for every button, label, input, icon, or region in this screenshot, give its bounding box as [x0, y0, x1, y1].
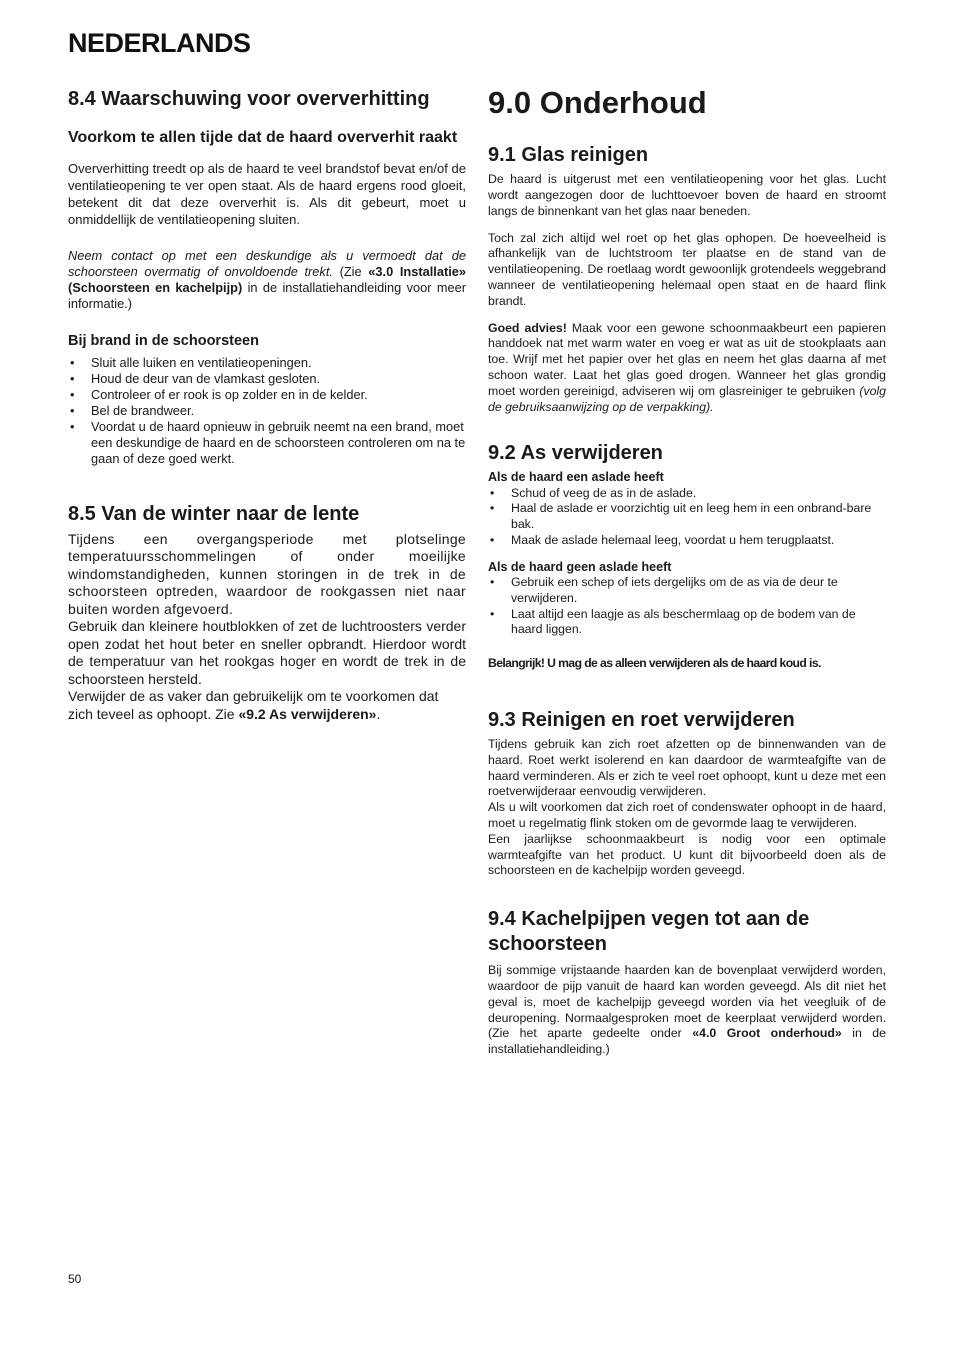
fire-heading: Bij brand in de schoorsteen: [68, 333, 259, 349]
text: Verwijder de as vaker dan gebruikelijk om te voorkomen dat zich teveel as ophoopt. Zie: [68, 688, 439, 722]
text: .: [376, 705, 381, 722]
page-number: 50: [68, 1272, 82, 1286]
section-9-2: [488, 441, 886, 672]
text: (Zie: [332, 264, 369, 279]
section-heading: 8.5 Van de winter naar de lente: [68, 502, 360, 525]
section-heading: 9.3 Reinigen en roet verwijderen: [488, 709, 795, 732]
list-item: • Gebruik een schep of iets dergelijks om de as via de deur te verwijderen.: [488, 575, 886, 607]
important-note: Belangrijk! U mag de as alleen verwijderen als de haard koud is.: [488, 656, 821, 671]
main-heading: 9.0 Onderhoud: [488, 85, 707, 120]
list-item: • Maak de aslade helemaal leeg, voordat u hem terugplaatst.: [488, 533, 886, 549]
section-subheading: Voorkom te allen tijde dat de haard oververhit raakt: [68, 129, 458, 146]
left-column: [68, 84, 466, 723]
paragraph: Oververhitting treedt op als de haard te veel brandstof bevat en/of de ventilatieopening te ver open staat. Als de haard ergens rood gloeit, betekent dit dat deze oververhit is. Als dit gebeurt, moet u onmiddellijk de ventilatieopening sluiten.: [68, 161, 466, 227]
language-header: NEDERLANDS: [68, 28, 251, 58]
section-heading: 8.4 Waarschuwing voor oververhitting: [68, 88, 430, 110]
paragraph-contact: [68, 248, 466, 312]
paragraph: De haard is uitgerust met een ventilatieopening voor het glas. Lucht wordt aangezogen door de luchttoevoer boven de haard en stroomt langs de binnenkant van het glas naar beneden.: [488, 172, 886, 218]
paragraph: Tijdens een overgangsperiode met plotselinge temperatuursschommelingen of onder moeilijke windomstandigheden, kunnen storingen in de trek in de schoorsteen optreden, waardoor de rookgassen niet naar buiten worden afgevoerd.: [68, 530, 466, 617]
section-9-4: [488, 907, 886, 1058]
paragraph: Een jaarlijkse schoonmaakbeurt is nodig voor een optimale warmteafgifte van het product. U kunt dit bijvoorbeeld doen als de schoorsteen en de kachelpijp worden geveegd.: [488, 831, 886, 878]
section-9-3: [488, 708, 886, 879]
paragraph: Gebruik dan kleinere houtblokken of zet de luchtroosters verder open zodat het hout beter en sneller opbrandt. Hierdoor wordt de temperatuur van het rookgas hoger en wordt de trek in de schoorsteen hersteld.: [68, 618, 466, 687]
list-item: • Bel de brandweer.: [68, 403, 466, 419]
paragraph: [488, 963, 886, 1058]
reference-link: «9.2 As verwijderen»: [238, 705, 377, 722]
section-8-4: [68, 87, 466, 467]
text: Maak voor een gewone schoonmaakbeurt een papieren handdoek nat met warm water en voeg er wat as uit de stookplaats aan toe. Wrijf met het papier over het glas en neem het glas daarna af met schoon water. Laat het glas goed drogen. Wanneer het glas grondig moet worden gereinigd, adviseren wij om glasreiniger te gebruiken: [488, 320, 886, 398]
italic-text: (volg de gebruiksaanwijzing op de verpakking).: [488, 383, 886, 414]
list-item: • Schud of veeg de as in de aslade.: [488, 486, 886, 502]
section-heading: 9.1 Glas reinigen: [488, 144, 649, 167]
advice-label: Goed advies!: [488, 320, 567, 335]
paragraph: Tijdens gebruik kan zich roet afzetten op de binnenwanden van de haard. Roet werkt isolerend en kan daardoor de warmteafgifte van de haard verminderen. Als er zich te veel roet ophoopt, kunt u deze met een roetverwijderaar eenvoudig verwijderen.: [488, 737, 886, 799]
text: in de installatiehandleiding voor meer informatie.): [68, 280, 466, 311]
reference-link: «3.0 Installatie» (Schoorsteen en kachelpijp): [68, 264, 467, 295]
ash-list-with-drawer: [488, 486, 886, 549]
paragraph-advice: [488, 321, 886, 416]
subheading: Als de haard geen aslade heeft: [488, 559, 672, 574]
reference-link: «4.0 Groot onderhoud»: [692, 1026, 842, 1041]
fire-list: [68, 355, 466, 467]
list-item: • Houd de deur van de vlamkast gesloten.: [68, 371, 466, 387]
section-9-1: [488, 143, 886, 415]
paragraph: Toch zal zich altijd wel roet op het glas ophopen. De hoeveelheid is afhankelijk van de luchtstroom ter plaatse en de stand van de ventilatieopening. De roetlaag wordt gewoonlijk grotendeels weggebrand wanneer de ventilatieopening helemaal open staat en de haard flink brandt.: [488, 230, 886, 308]
paragraph: Als u wilt voorkomen dat zich roet of condenswater ophoopt in de haard, moet u regelmatig flink stoken om de gevormde laag te verwijderen.: [488, 800, 886, 830]
list-item: • Laat altijd een laagje as als beschermlaag op de bodem van de haard liggen.: [488, 607, 886, 639]
list-item: • Sluit alle luiken en ventilatieopeningen.: [68, 355, 466, 371]
list-item: • Controleer of er rook is op zolder en in de kelder.: [68, 387, 466, 403]
list-item: • Voordat u de haard opnieuw in gebruik neemt na een brand, moet een deskundige de haard en de schoorsteen controleren om na te gaan of deze goed werkt.: [68, 419, 466, 467]
list-item: • Haal de aslade er voorzichtig uit en leeg hem in een onbrand-bare bak.: [488, 501, 886, 533]
text: Bij sommige vrijstaande haarden kan de bovenplaat verwijderd worden, waardoor de pijp vanuit de haard kan worden geveegd. Als dit niet het geval is, moet de kachelpijp geveegd worden via het veegluik of de deuropening. Normaalgesproken moet de keerplaat verwijderd worden. (Zie het aparte gedeelte onder: [488, 963, 886, 1041]
ash-list-without-drawer: [488, 575, 886, 638]
italic-text: Neem contact op met een deskundige als u vermoedt dat de schoorsteen overmatig of onvoldoende trekt.: [68, 248, 466, 279]
text: in de installatiehandleiding.): [488, 1026, 886, 1057]
section-heading: 9.4 Kachelpijpen vegen tot aan de schoorsteen: [488, 908, 810, 956]
section-heading: 9.2 As verwijderen: [488, 442, 663, 465]
paragraph: [68, 688, 466, 723]
section-8-5: [68, 502, 466, 724]
subheading: Als de haard een aslade heeft: [488, 470, 664, 485]
right-column: [488, 84, 886, 1058]
